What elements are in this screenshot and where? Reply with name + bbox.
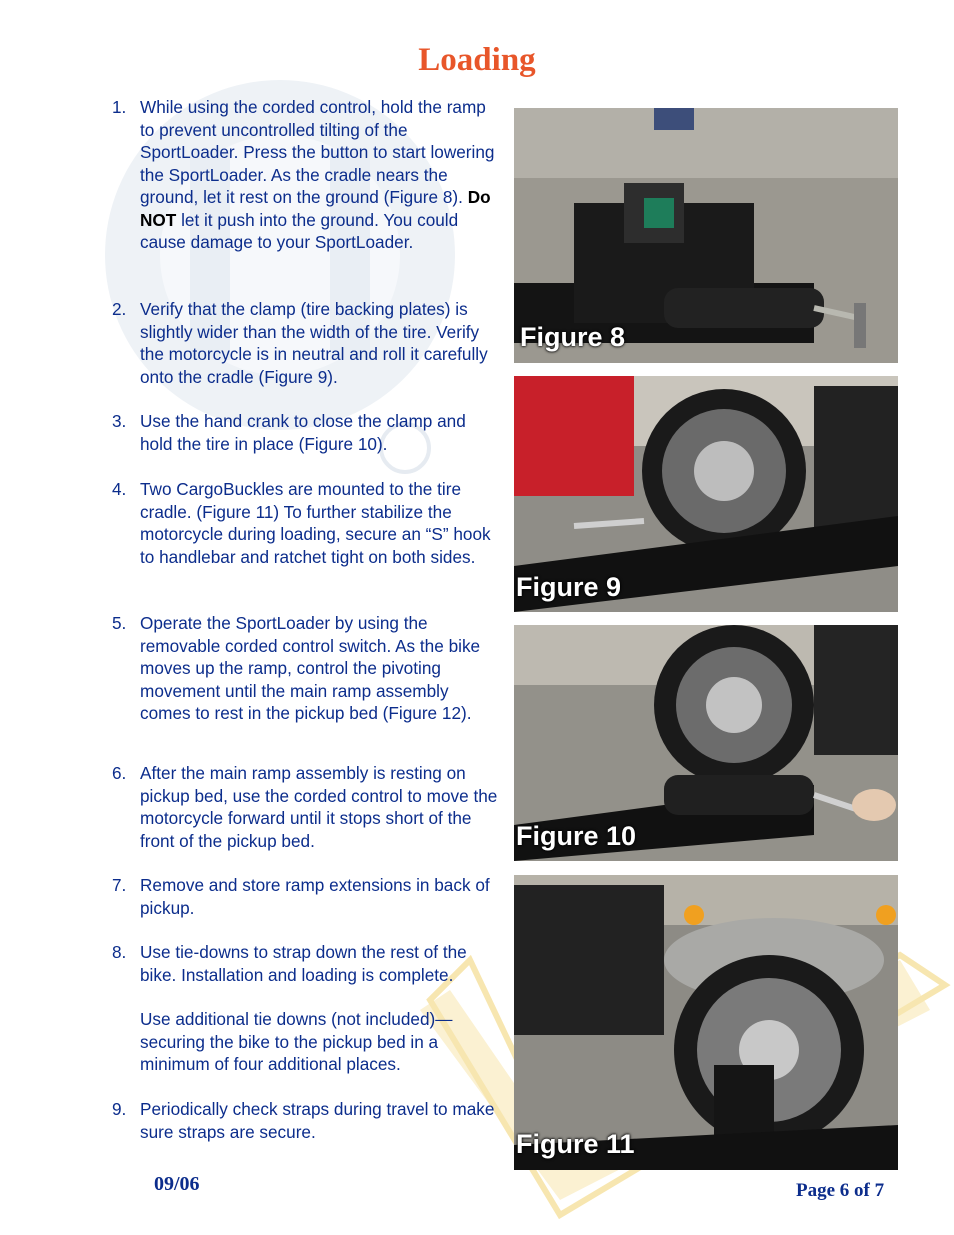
step-text: Use the hand crank to close the clamp and hold the tire in place (Figure 10).	[140, 411, 466, 454]
step-text: Use tie-downs to strap down the rest of the bike. Installation and loading is complete.	[140, 942, 467, 985]
figure-9-label: Figure 9	[516, 572, 622, 602]
step-number: 8.	[112, 942, 127, 962]
figure-9-photo	[514, 376, 898, 612]
step-8	[110, 941, 500, 986]
step-text: Use additional tie downs (not included)—securing the bike to the pickup bed in a minimum of four additional places.	[140, 1009, 453, 1074]
figure-10-photo	[514, 625, 898, 861]
photo-cargobuckles	[514, 875, 898, 1170]
step-number: 3.	[112, 411, 127, 431]
step-text: Two CargoBuckles are mounted to the tire cradle. (Figure 11) To further stabilize the motorcycle during loading, secure an “S” hook to handlebar and ratchet tight on both sides.	[140, 479, 491, 567]
step-text: After the main ramp assembly is resting on pickup bed, use the corded control to move the motorcycle forward until it stops short of the front of the pickup bed.	[140, 763, 498, 851]
step-number: 7.	[112, 875, 127, 895]
step-text: Periodically check straps during travel to make sure straps are secure.	[140, 1099, 495, 1142]
step-number: 2.	[112, 299, 127, 319]
step-4	[110, 478, 500, 568]
step-3	[110, 410, 500, 455]
page-number: Page 6 of 7	[796, 1180, 885, 1201]
step-6	[110, 762, 500, 852]
step-9	[110, 1098, 500, 1143]
emphasis-text: Do NOT	[140, 187, 491, 230]
figure-8-photo	[514, 108, 898, 363]
step-text: Remove and store ramp extensions in back of pickup.	[140, 875, 490, 918]
step-number: 9.	[112, 1099, 127, 1119]
step-text: Operate the SportLoader by using the removable corded control switch. As the bike moves up the ramp, control the pivoting movement until the main ramp assembly comes to rest in the pickup bed (Figure 12).	[140, 613, 481, 723]
figure-10-label: Figure 10	[516, 821, 637, 851]
figure-11-photo	[514, 875, 898, 1170]
figure-11-label: Figure 11	[516, 1129, 635, 1159]
step-5	[110, 612, 500, 725]
figure-8-label: Figure 8	[520, 322, 626, 352]
step-text: Verify that the clamp (tire backing plates) is slightly wider than the width of the tire. Verify the motorcycle is in neutral and roll it carefully onto the cradle (Figure 9).	[140, 299, 488, 387]
step-2	[110, 298, 500, 388]
step-number: 1.	[112, 97, 127, 117]
step-1	[110, 96, 500, 254]
step-8-note	[110, 1008, 500, 1076]
step-number: 4.	[112, 479, 127, 499]
step-number: 6.	[112, 763, 127, 783]
footer-date: 09/06	[154, 1173, 200, 1195]
step-number: 5.	[112, 613, 127, 633]
step-text: While using the corded control, hold the ramp to prevent uncontrolled tilting of the SportLoader. Press the button to start lowering the SportLoader. As the cradle nears the ground, let it rest on the ground (Figure 8). Do NOT let it push into the ground. You could cause damage to your SportLoader.	[140, 97, 495, 252]
step-7	[110, 874, 500, 919]
page-title: Loading	[418, 42, 536, 78]
